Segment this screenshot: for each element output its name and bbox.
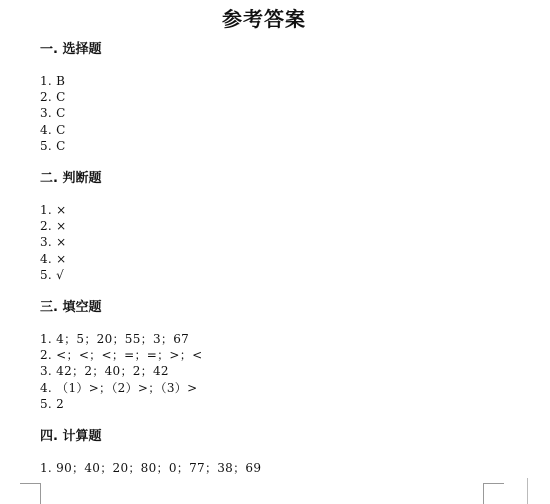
section-heading: 三. 填空题 — [40, 300, 102, 315]
section-heading: 四. 计算题 — [40, 429, 102, 444]
answer-line: 2. <；<；<；=；=；>；< — [40, 348, 203, 363]
answer-line: 3. C — [40, 106, 66, 121]
section-choice — [40, 41, 101, 154]
answer-line: 4. C — [40, 122, 66, 137]
answer-line: 5. C — [40, 138, 66, 153]
answer-line: 1. 4；5；20；55；3；67 — [40, 332, 190, 346]
answer-line: 1. 90；40；20；80；0；77；38；69 — [40, 461, 262, 475]
answer-line: 4. × — [40, 251, 67, 266]
page-corner-mark — [483, 483, 484, 504]
answer-line: 1. × — [40, 203, 67, 217]
page-edge-line — [527, 478, 528, 504]
page-corner-mark — [20, 483, 41, 484]
answer-line: 2. × — [40, 219, 67, 234]
answer-line: 5. √ — [40, 267, 65, 282]
section-judgment — [40, 170, 101, 283]
page-corner-mark — [483, 483, 504, 484]
section-heading: 二. 判断题 — [40, 171, 102, 186]
section-calculation — [40, 428, 261, 476]
answer-line: 2. C — [40, 90, 66, 105]
section-heading: 一. 选择题 — [40, 42, 102, 57]
answer-line: 5. 2 — [40, 396, 65, 411]
answer-line: 1. B — [40, 74, 66, 88]
answer-line: 3. × — [40, 235, 67, 250]
section-fill-blank — [40, 299, 202, 412]
answer-line: 3. 42；2；40；2；42 — [40, 364, 169, 379]
page-corner-mark — [20, 483, 41, 504]
answer-line: 4. （1）>；（2）>；（3）> — [40, 380, 198, 395]
page-title: 参考答案 — [222, 7, 306, 31]
